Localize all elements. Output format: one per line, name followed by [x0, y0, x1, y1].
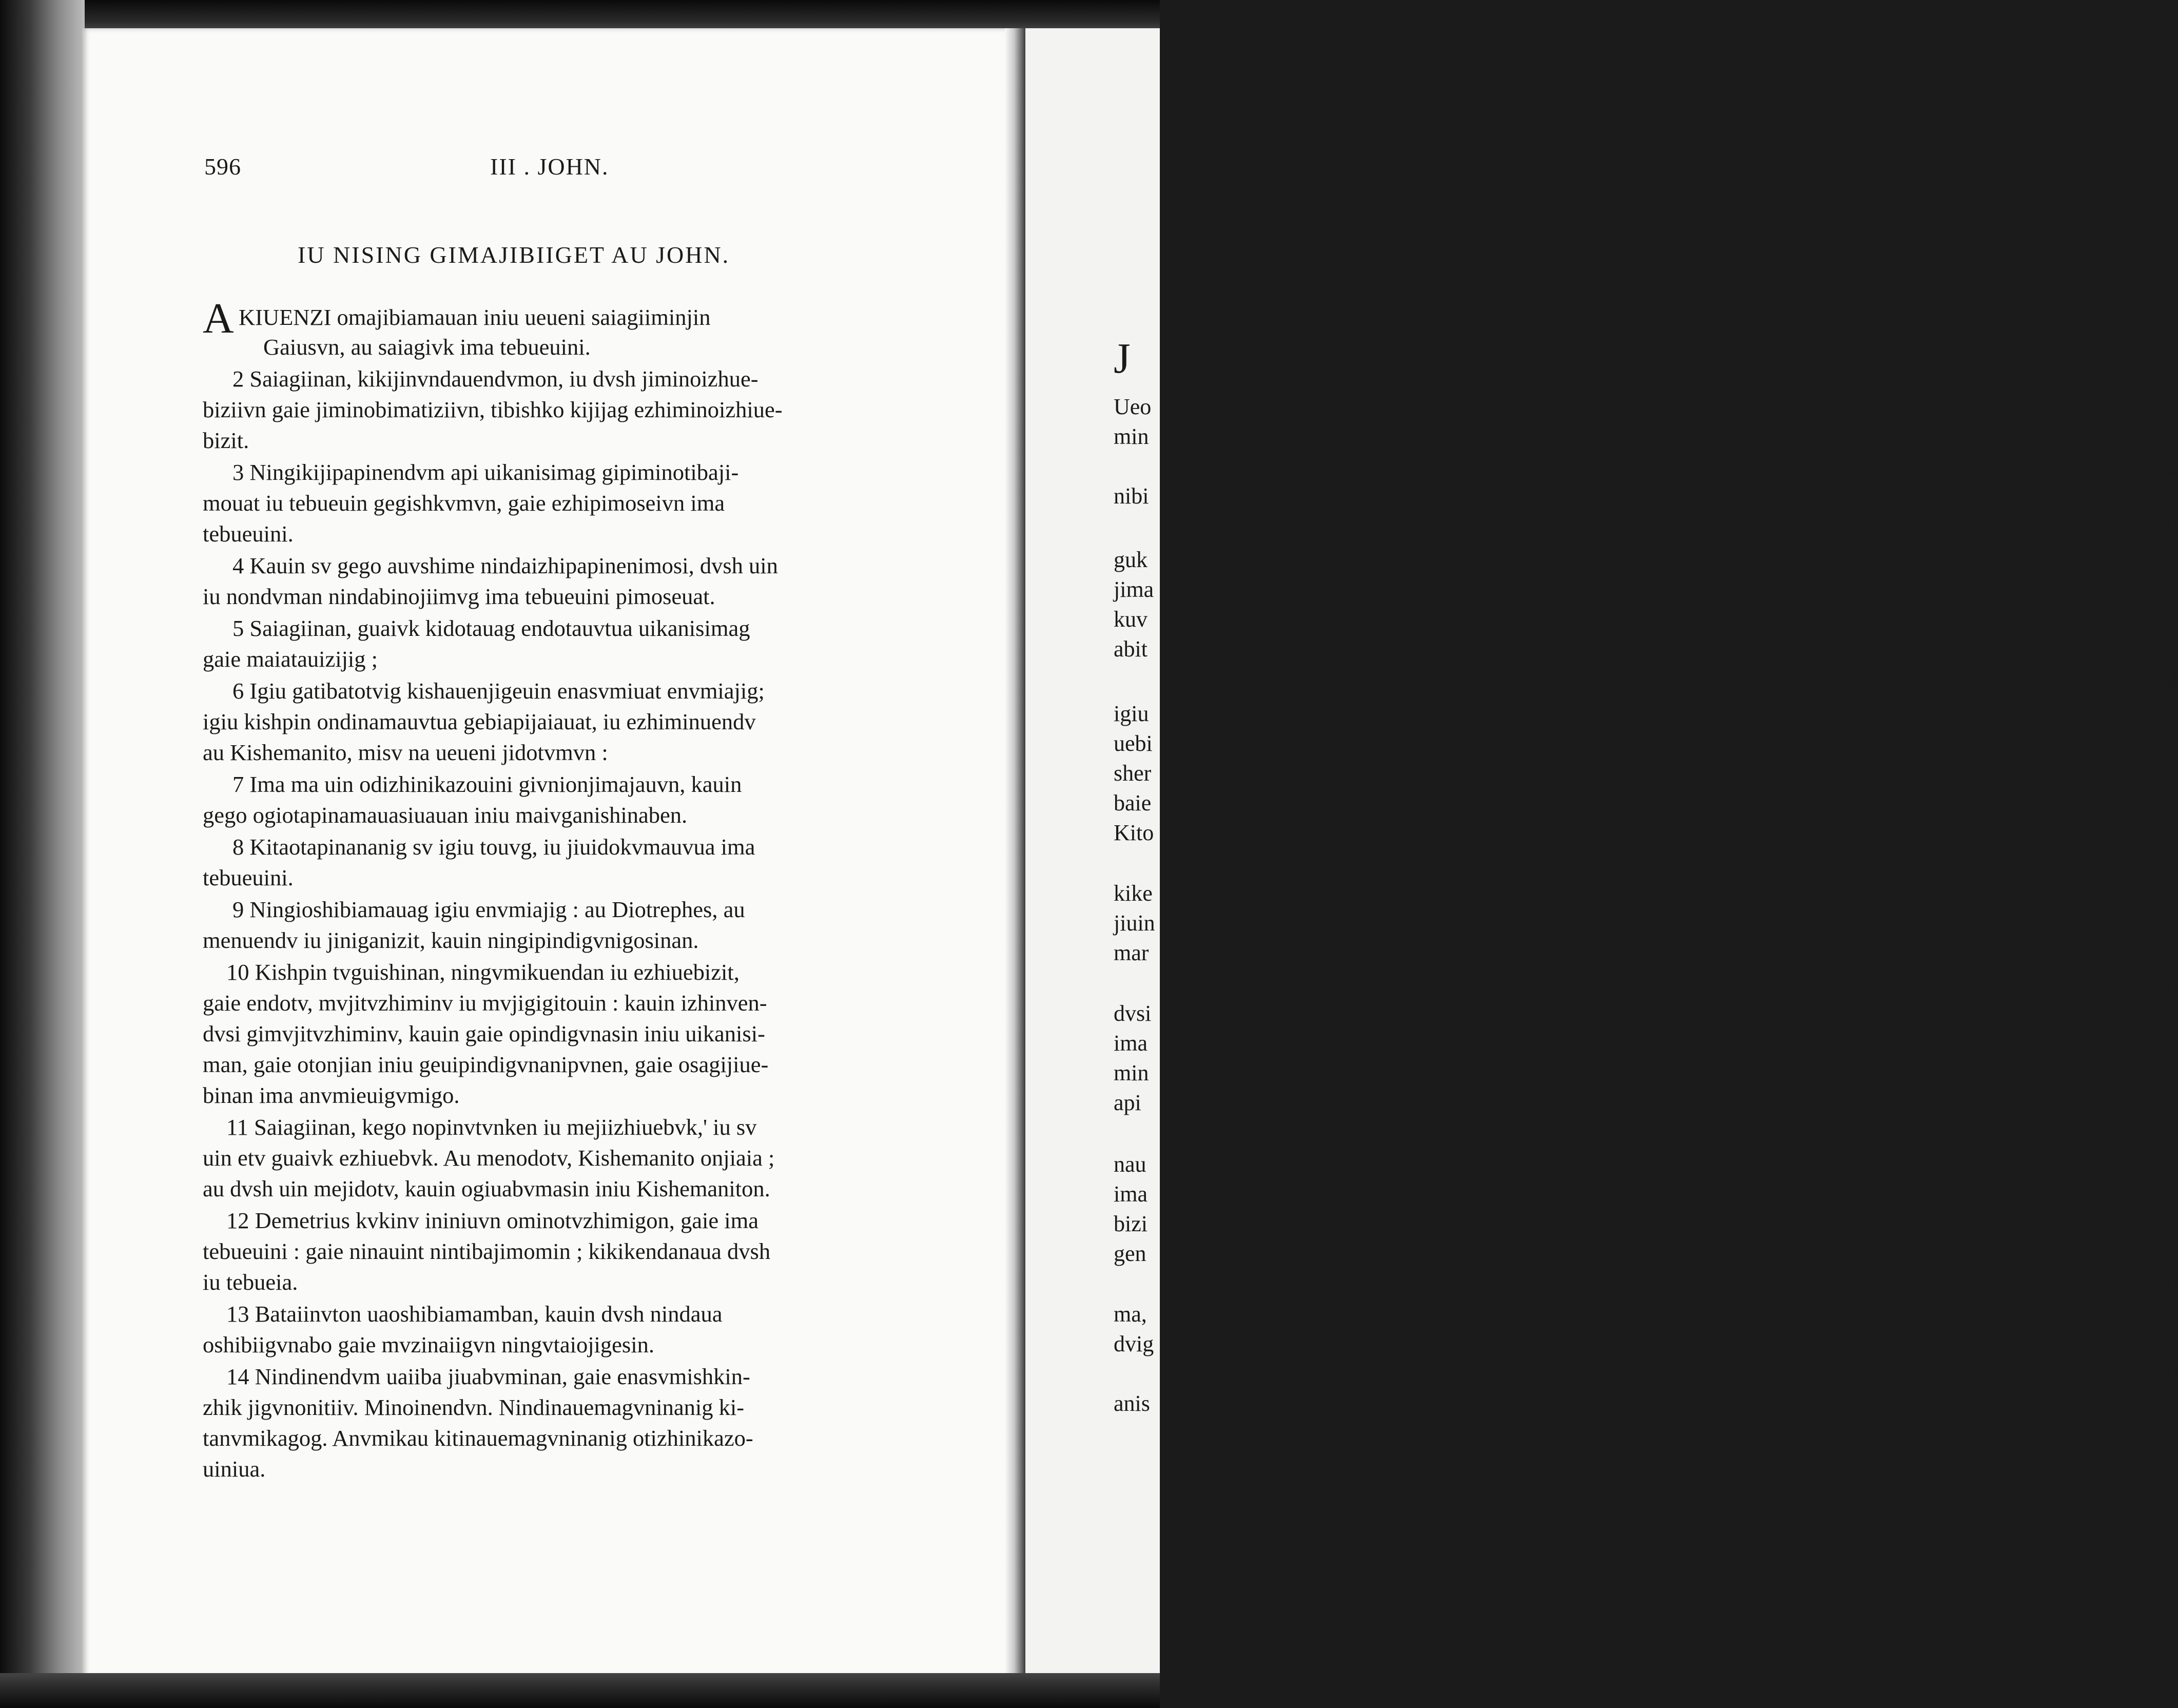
- text-line: binan ima anvmieuigvmigo.: [203, 1082, 460, 1108]
- next-page-fragment: min: [1114, 1060, 1149, 1085]
- next-page-fragment: jima: [1114, 577, 1154, 602]
- text-line: KIUENZI omajibiamauan iniu ueueni saiagiiminjin: [239, 304, 711, 330]
- text-line: 7 Ima ma uin odizhinikazouini givnionjimajauvn, kauin: [232, 771, 742, 797]
- next-page-fragment: 3: [2167, 516, 2178, 541]
- next-page-fragment: ima: [1114, 1181, 1148, 1207]
- text-line: 6 Igiu gatibatotvig kishauenjigeuin enasvmiuat envmiajig;: [232, 678, 765, 704]
- text-line: 3 Ningikijipapinendvm api uikanisimag gipiminotibaji-: [232, 459, 739, 485]
- text-line: au Kishemanito, misv na ueueni jidotvmvn :: [203, 740, 608, 765]
- scan-bottom-edge: [0, 1673, 1160, 1708]
- text-line: 2 Saiagiinan, kikijinvndauendvmon, iu dvsh jiminoizhue-: [232, 366, 759, 392]
- drop-cap: A: [203, 295, 234, 342]
- next-page-fragment: Kito: [1114, 820, 1154, 845]
- running-head: III . JOHN.: [490, 153, 609, 180]
- text-line: 13 Bataiinvton uaoshibiamamban, kauin dvsh nindaua: [226, 1301, 723, 1327]
- page-number: 596: [204, 153, 241, 180]
- next-page-fragment: gen: [1114, 1241, 1146, 1266]
- next-page-fragment: baie: [1114, 790, 1152, 816]
- next-page-fragment: 7: [2167, 1122, 2178, 1147]
- text-line: mouat iu tebueuin gegishkvmvn, gaie ezhipimoseivn ima: [203, 490, 725, 516]
- text-line: 5 Saiagiinan, guaivk kidotauag endotauvtua uikanisimag: [232, 615, 750, 641]
- book-gutter: [1005, 28, 1025, 1681]
- text-line: gego ogiotapinamauasiuauan iniu maivganishinaben.: [203, 802, 688, 828]
- text-line: zhik jigvnonitiiv. Minoinendvn. Nindinauemagvninanig ki-: [203, 1394, 745, 1420]
- text-line: uin etv guaivk ezhiuebvk. Au menodotv, Kishemanito onjiaia ;: [203, 1145, 775, 1171]
- text-line: iu nondvman nindabinojiimvg ima tebueuini pimoseuat.: [203, 584, 715, 609]
- next-page-fragment: jiuin: [1114, 910, 1155, 936]
- next-page-fragment: nibi: [1114, 483, 1149, 509]
- text-line: 14 Nindinendvm uaiiba jiuabvminan, gaie enasvmishkin-: [226, 1364, 750, 1389]
- next-page-fragment: 2: [2167, 454, 2178, 479]
- next-page-fragment: dvig: [1114, 1331, 1154, 1356]
- next-page-fragment: 9: [2167, 1361, 2178, 1386]
- book-title: IU NISING GIMAJIBIIGET AU JOHN.: [298, 242, 730, 268]
- text-line: tanvmikagog. Anvmikau kitinauemagvninanig otizhinikazo-: [203, 1425, 753, 1451]
- text-line: gaie maiatauizijig ;: [203, 646, 378, 672]
- text-line: au dvsh uin mejidotv, kauin ogiuabvmasin iniu Kishemaniton.: [203, 1176, 770, 1201]
- next-page-fragment: igiu: [1114, 701, 1149, 726]
- text-line: man, gaie otonjian iniu geuipindigvnanipvnen, gaie osagijiue-: [203, 1052, 769, 1077]
- next-page-fragment: 6: [2167, 971, 2178, 996]
- text-line: iu tebueia.: [203, 1269, 298, 1295]
- scan-left-edge: [0, 0, 85, 1708]
- text-line: biziivn gaie jiminobimatiziivn, tibishko kijijag ezhiminoizhiue-: [203, 397, 783, 422]
- next-page-fragment: 5: [2167, 850, 2178, 875]
- next-page-fragment: ima: [1114, 1031, 1148, 1056]
- text-line: gaie endotv, mvjitvzhiminv iu mvjigigitouin : kauin izhinven-: [203, 990, 767, 1016]
- next-page-fragment: Ueo: [1114, 394, 1152, 419]
- text-line: Gaiusvn, au saiagivk ima tebueuini.: [263, 334, 591, 360]
- next-page-fragment: guk: [1114, 547, 1148, 572]
- next-page-fragment: bizi: [1114, 1211, 1148, 1236]
- text-line: 8 Kitaotapinananig sv igiu touvg, iu jiuidokvmauvua ima: [232, 834, 755, 860]
- next-page-fragment: 4: [2167, 670, 2178, 695]
- next-page-fragment: dvsi: [1114, 1001, 1152, 1026]
- next-page-fragment: J: [1114, 335, 1131, 382]
- text-line: 11 Saiagiinan, kego nopinvtvnken iu mejiizhiuebvk,' iu sv: [226, 1114, 757, 1140]
- next-page-fragment: ma,: [1114, 1302, 1147, 1327]
- text-line: uiniua.: [203, 1456, 266, 1482]
- text-line: oshibiigvnabo gaie mvzinaiigvn ningvtaiojigesin.: [203, 1332, 654, 1357]
- next-page-sliver: [1025, 28, 2178, 1681]
- text-line: 12 Demetrius kvkinv ininiuvn ominotvzhimigon, gaie ima: [226, 1208, 759, 1233]
- next-page-fragment: sher: [1114, 761, 1152, 786]
- next-page-fragment: uebi: [1114, 731, 1153, 756]
- next-page-fragment: anis: [1114, 1391, 1150, 1416]
- text-line: dvsi gimvjitvzhiminv, kauin gaie opindigvnasin iniu uikanisi-: [203, 1021, 765, 1046]
- next-page-fragment: kike: [1114, 881, 1153, 906]
- text-line: 4 Kauin sv gego auvshime nindaizhipapinenimosi, dvsh uin: [232, 553, 778, 578]
- text-line: tebueuini.: [203, 521, 294, 547]
- next-page-fragment: abit: [1114, 636, 1148, 662]
- text-line: bizit.: [203, 428, 249, 453]
- next-page-fragment: api: [1114, 1090, 1141, 1115]
- text-line: menuendv iu jiniganizit, kauin ningipindigvnigosinan.: [203, 927, 699, 953]
- text-line: igiu kishpin ondinamauvtua gebiapijaiauat, iu ezhiminuendv: [203, 709, 756, 734]
- next-page-fragment: min: [1114, 424, 1149, 449]
- text-line: 10 Kishpin tvguishinan, ningvmikuendan iu ezhiuebizit,: [226, 959, 740, 985]
- next-page-fragment: nau: [1114, 1152, 1146, 1177]
- next-page-fragment: 8: [2167, 1271, 2178, 1296]
- next-page-fragment: kuv: [1114, 607, 1148, 632]
- text-line: tebueuini : gaie ninauint nintibajimomin ; kikikendanaua dvsh: [203, 1238, 771, 1264]
- text-line: 9 Ningioshibiamauag igiu envmiajig : au Diotrephes, au: [232, 897, 745, 922]
- text-line: tebueuini.: [203, 865, 294, 890]
- next-page-fragment: mar: [1114, 940, 1149, 965]
